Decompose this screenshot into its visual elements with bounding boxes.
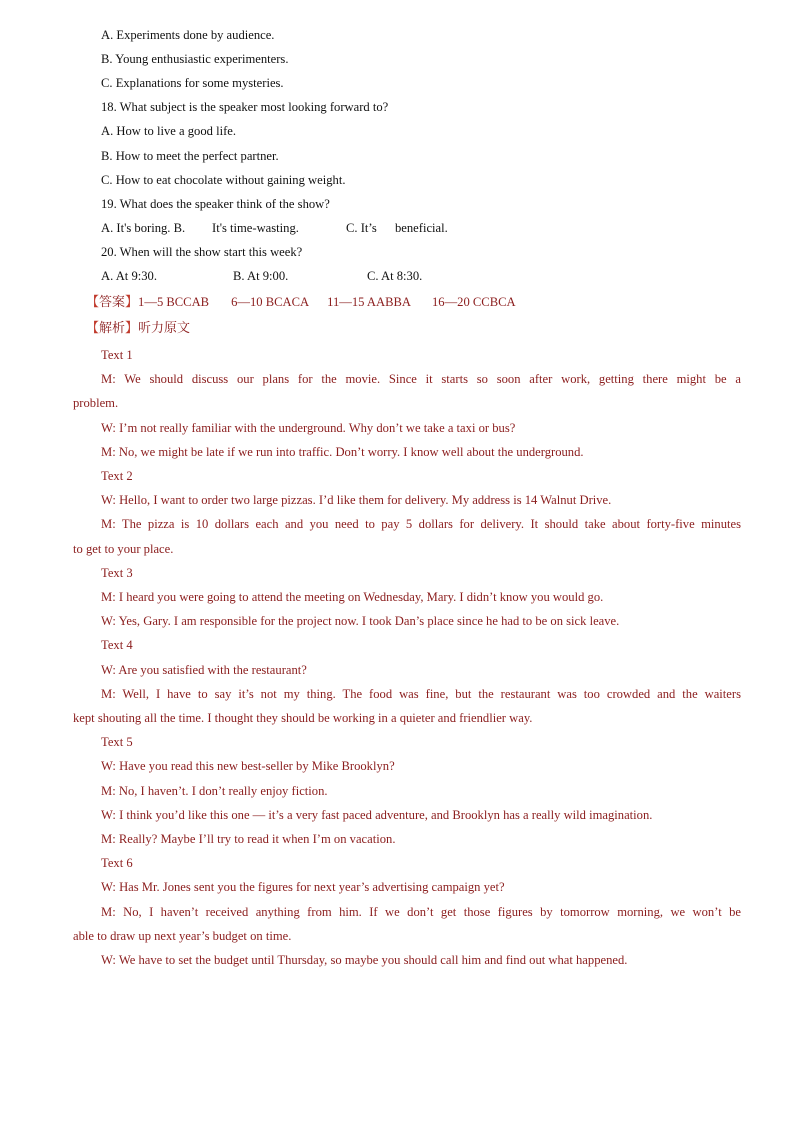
transcript-paragraph [73, 512, 741, 560]
analysis-header [86, 320, 190, 337]
transcript-line: W: Are you satisfied with the restaurant? [101, 662, 307, 677]
transcript-line: W: Hello, I want to order two large pizzas. I’d like them for delivery. My address is 14 Walnut Drive. [101, 493, 612, 508]
transcript-line: W: Has Mr. Jones sent you the figures for next year’s advertising campaign yet? [101, 880, 505, 895]
transcript-paragraph-first-line: M: The pizza is 10 dollars each and you need to pay 5 dollars for delivery. It should take about forty-five minutes [101, 517, 741, 532]
transcript-line: M: No, we might be late if we run into traffic. Don’t worry. I know well about the underground. [101, 444, 584, 459]
q19-option-c-prefix: C. It’s [346, 221, 377, 235]
q18-option-a: A. How to live a good life. [101, 124, 237, 138]
transcript-text-header: Text 2 [101, 469, 133, 483]
transcript-paragraph-continuation: able to draw up next year’s budget on time. [73, 928, 292, 943]
q17-option-a: A. Experiments done by audience. [101, 28, 275, 42]
q20-option-b: B. At 9:00. [233, 269, 289, 283]
transcript-line: W: Yes, Gary. I am responsible for the project now. I took Dan’s place since he had to be on sick leave. [101, 614, 620, 629]
transcript-line: W: Have you read this new best-seller by Mike Brooklyn? [101, 759, 395, 774]
transcript-paragraph [73, 682, 741, 730]
q18-option-b: B. How to meet the perfect partner. [101, 149, 279, 163]
answer-bracket-close: 】 [125, 295, 139, 310]
transcript-text-header: Text 1 [101, 348, 133, 362]
transcript-line: W: We have to set the budget until Thursday, so maybe you should call him and find out what happened. [101, 953, 628, 967]
answer-group-3: 11—15 AABBA [327, 295, 411, 309]
answer-key [86, 294, 516, 311]
q19-option-b: It's time-wasting. [212, 221, 299, 235]
q19-question: 19. What does the speaker think of the show? [101, 197, 330, 211]
transcript-paragraph-continuation: problem. [73, 396, 119, 411]
transcript-text-header: Text 4 [101, 638, 133, 653]
q19-option-a: A. It's boring. B. [101, 221, 186, 235]
transcript-paragraph-continuation: kept shouting all the time. I thought they should be working in a quieter and friendlier way. [73, 711, 533, 725]
answer-group-2: 6—10 BCACA [231, 295, 310, 309]
q20-option-c: C. At 8:30. [367, 269, 423, 283]
q20-option-a: A. At 9:30. [101, 269, 157, 283]
answer-group-1: 1—5 BCCAB [138, 295, 210, 309]
q18-question: 18. What subject is the speaker most looking forward to? [101, 100, 389, 114]
q18-option-c: C. How to eat chocolate without gaining weight. [101, 173, 346, 187]
transcript-paragraph-first-line: M: No, I haven’t received anything from him. If we don’t get those figures by tomorrow morning, we won’t be [101, 904, 741, 919]
transcript-line: M: No, I haven’t. I don’t really enjoy fiction. [101, 783, 328, 798]
transcript-text-header: Text 5 [101, 735, 133, 750]
analysis-label: 解析 [99, 321, 126, 336]
transcript-text-header: Text 6 [101, 856, 133, 871]
transcript-paragraph [73, 900, 741, 948]
transcript-paragraph-first-line: M: We should discuss our plans for the movie. Since it starts so soon after work, getting there might be a [101, 372, 741, 387]
transcript-paragraph [73, 367, 741, 415]
answer-bracket-open: 【 [86, 295, 100, 310]
transcript-line: M: Really? Maybe I’ll try to read it when I’m on vacation. [101, 832, 396, 846]
transcript-line: W: I think you’d like this one — it’s a very fast paced adventure, and Brooklyn has a really wild imagination. [101, 807, 653, 822]
transcript-paragraph-first-line: M: Well, I have to say it’s not my thing. The food was fine, but the restaurant was too crowded and the waiters [101, 686, 741, 701]
transcript-text-header: Text 3 [101, 565, 133, 580]
q17-option-c: C. Explanations for some mysteries. [101, 76, 284, 90]
transcript-line: M: I heard you were going to attend the meeting on Wednesday, Mary. I didn’t know you would go. [101, 590, 604, 604]
analysis-bracket-open: 【 [86, 321, 100, 336]
answer-group-4: 16—20 CCBCA [431, 295, 516, 309]
q17-option-b: B. Young enthusiastic experimenters. [101, 52, 289, 66]
transcript-line: W: I’m not really familiar with the underground. Why don’t we take a taxi or bus? [101, 420, 516, 435]
analysis-title: 听力原文 [138, 321, 191, 336]
q19-option-c: beneficial. [395, 221, 448, 235]
transcript-paragraph-continuation: to get to your place. [73, 541, 174, 556]
answer-label: 答案 [99, 295, 126, 310]
q20-question: 20. When will the show start this week? [101, 245, 303, 259]
analysis-bracket-close: 】 [125, 321, 139, 336]
